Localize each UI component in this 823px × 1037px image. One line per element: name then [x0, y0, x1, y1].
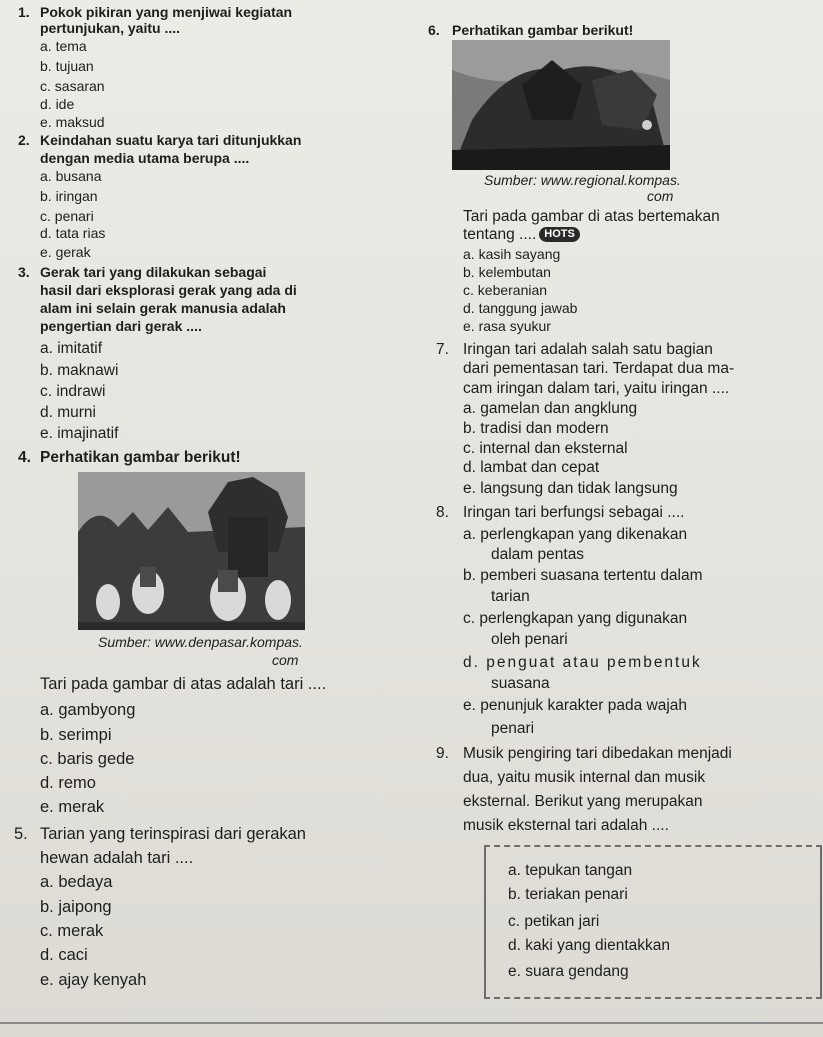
q6-question-2 [463, 226, 580, 244]
q5-option-d: d. caci [40, 946, 88, 964]
q3-text-2: hasil dari eksplorasi gerak yang ada di [40, 282, 297, 298]
q7-option-c: c. internal dan eksternal [463, 440, 628, 457]
q3-option-d: d. murni [40, 404, 96, 421]
q8-text: Iringan tari berfungsi sebagai .... [463, 504, 685, 521]
q6-number: 6. [428, 22, 440, 38]
q3-text-4: pengertian dari gerak .... [40, 318, 202, 334]
q5-option-e: e. ajay kenyah [40, 971, 147, 989]
q7-option-b: b. tradisi dan modern [463, 420, 609, 437]
q3-option-b: b. maknawi [40, 362, 119, 379]
q2-text: Keindahan suatu karya tari ditunjukkan [40, 132, 302, 148]
q6-source-2: com [647, 188, 674, 204]
q9-text-1: Musik pengiring tari dibedakan menjadi [463, 745, 732, 762]
q4-number: 4. [18, 449, 31, 466]
q8-number: 8. [436, 504, 449, 521]
q7-option-a: a. gamelan dan angklung [463, 400, 638, 417]
q5-number: 5. [14, 825, 28, 843]
q2-option-d: d. tata rias [40, 225, 106, 241]
q9-number: 9. [436, 745, 449, 762]
q8-option-b-2: tarian [491, 588, 530, 605]
q7-number: 7. [436, 341, 449, 358]
hots-badge: HOTS [539, 227, 580, 242]
q8-option-a: a. perlengkapan yang dikenakan [463, 526, 688, 543]
q9-text-3: eksternal. Berikut yang merupakan [463, 793, 703, 810]
q5-text-2: hewan adalah tari .... [40, 849, 194, 867]
q7-text-2: dari pementasan tari. Terdapat dua ma- [463, 360, 735, 377]
q3-text-3: alam ini selain gerak manusia adalah [40, 300, 286, 316]
q7-text-1: Iringan tari adalah salah satu bagian [463, 341, 713, 358]
q8-option-c-2: oleh penari [491, 631, 568, 648]
q2-number: 2. [18, 132, 30, 148]
q9-text-4: musik eksternal tari adalah .... [463, 817, 669, 834]
q1-text-2: pertunjukan, yaitu .... [40, 20, 181, 36]
q5-option-b: b. jaipong [40, 898, 112, 916]
q1-option-e: e. maksud [40, 114, 105, 130]
q4-option-c: c. baris gede [40, 750, 135, 768]
q3-option-c: c. indrawi [40, 383, 106, 400]
q1-option-d: d. ide [40, 96, 75, 112]
q9-text-2: dua, yaitu musik internal dan musik [463, 769, 706, 786]
q5-text: Tarian yang terinspirasi dari gerakan [40, 825, 306, 843]
q8-option-e-2: penari [491, 720, 535, 737]
q6-option-e: e. rasa syukur [463, 318, 551, 334]
q9-option-d: d. kaki yang dientakkan [508, 937, 670, 954]
q3-text-1: Gerak tari yang dilakukan sebagai [40, 264, 267, 280]
q6-text: Perhatikan gambar berikut! [452, 22, 634, 38]
q4-option-e: e. merak [40, 798, 105, 816]
q4-question: Tari pada gambar di atas adalah tari .... [40, 675, 327, 693]
q8-option-d-2: suasana [491, 675, 550, 692]
q1-option-b: b. tujuan [40, 58, 94, 74]
q5-option-a: a. bedaya [40, 873, 113, 891]
q7-option-e: e. langsung dan tidak langsung [463, 480, 678, 497]
q5-option-c: c. merak [40, 922, 104, 940]
q8-option-c: c. perlengkapan yang digunakan [463, 610, 688, 627]
q6-option-d: d. tanggung jawab [463, 300, 578, 316]
q4-option-b: b. serimpi [40, 726, 112, 744]
q4-option-a: a. gambyong [40, 701, 136, 719]
q9-option-c: c. petikan jari [508, 913, 600, 930]
q3-number: 3. [18, 264, 30, 280]
q2-option-b: b. iringan [40, 188, 98, 204]
q6-option-c: c. keberanian [463, 282, 548, 298]
q6-option-a: a. kasih sayang [463, 246, 561, 262]
q2-option-e: e. gerak [40, 244, 91, 260]
q6-question-text: tentang .... [463, 226, 537, 243]
bottom-divider [0, 1022, 823, 1024]
q1-text: Pokok pikiran yang menjiwai kegiatan [40, 4, 293, 20]
q2-option-a: a. busana [40, 168, 102, 184]
q7-text-3: cam iringan dalam tari, yaitu iringan .... [463, 380, 730, 397]
q8-option-b: b. pemberi suasana tertentu dalam [463, 567, 703, 584]
q8-option-d: d. penguat atau pembentuk [463, 654, 702, 671]
q4-source-2: com [272, 652, 299, 668]
q9-option-b: b. teriakan penari [508, 886, 628, 903]
q2-text-2: dengan media utama berupa .... [40, 150, 250, 166]
q2-option-c: c. penari [40, 208, 94, 224]
q6-question: Tari pada gambar di atas bertemakan [463, 208, 720, 225]
q9-option-e: e. suara gendang [508, 963, 629, 980]
q3-option-a: a. imitatif [40, 340, 103, 357]
q6-source: Sumber: www.regional.kompas. [484, 172, 681, 188]
q1-option-a: a. tema [40, 38, 87, 54]
q3-option-e: e. imajinatif [40, 425, 119, 442]
q8-option-e: e. penunjuk karakter pada wajah [463, 697, 688, 714]
q6-option-b: b. kelembutan [463, 264, 551, 280]
q7-option-d: d. lambat dan cepat [463, 459, 600, 476]
q4-source: Sumber: www.denpasar.kompas. [98, 634, 303, 650]
q4-text: Perhatikan gambar berikut! [40, 449, 241, 466]
q4-option-d: d. remo [40, 774, 96, 792]
q9-option-a: a. tepukan tangan [508, 862, 633, 879]
q1-number: 1. [18, 4, 30, 20]
q1-option-c: c. sasaran [40, 78, 105, 94]
q6-dance-photo [452, 40, 670, 170]
q8-option-a-2: dalam pentas [491, 546, 585, 563]
q4-dance-photo [78, 472, 305, 630]
